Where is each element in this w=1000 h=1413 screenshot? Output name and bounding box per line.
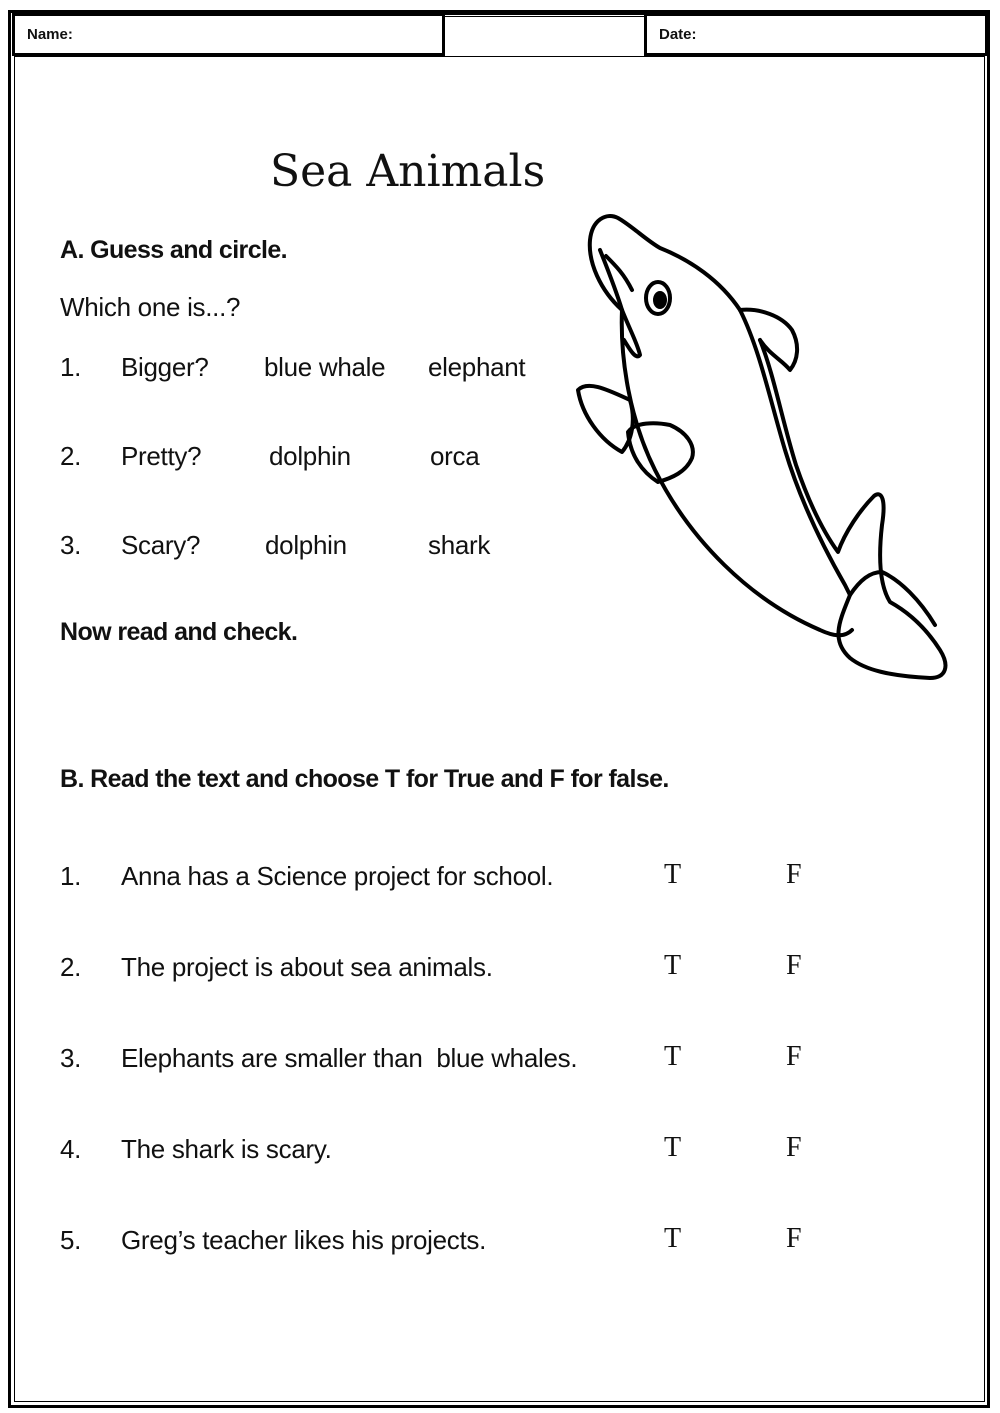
b1-statement: Anna has a Science project for school. [121, 861, 554, 891]
b3-statement: Elephants are smaller than blue whales. [121, 1043, 578, 1073]
b2-number: 2. [60, 952, 82, 982]
a2-number: 2. [60, 441, 82, 471]
section-a-followup: Now read and check. [60, 618, 298, 646]
a1-question: Bigger? [121, 352, 209, 382]
b1-true-option[interactable]: T [664, 859, 682, 890]
a3-option-1[interactable]: dolphin [265, 530, 347, 560]
a2-option-2[interactable]: orca [430, 441, 480, 471]
date-field[interactable] [644, 13, 988, 56]
b4-true-option[interactable]: T [664, 1132, 682, 1163]
b3-true-option[interactable]: T [664, 1041, 682, 1072]
a2-option-1[interactable]: dolphin [269, 441, 351, 471]
a1-option-2[interactable]: elephant [428, 352, 526, 382]
b1-number: 1. [60, 861, 82, 891]
page-title: Sea Animals [270, 146, 546, 197]
b5-number: 5. [60, 1225, 82, 1255]
date-label: Date: [659, 26, 697, 43]
name-label: Name: [27, 26, 73, 43]
a3-question: Scary? [121, 530, 201, 560]
dolphin-illustration-icon [560, 200, 960, 690]
a1-option-1[interactable]: blue whale [264, 352, 386, 382]
a3-number: 3. [60, 530, 82, 560]
b2-statement: The project is about sea animals. [121, 952, 493, 982]
b1-false-option[interactable]: F [786, 859, 802, 890]
section-a-prompt: Which one is...? [60, 292, 241, 322]
b2-false-option[interactable]: F [786, 950, 802, 981]
name-field[interactable] [12, 13, 445, 56]
b4-false-option[interactable]: F [786, 1132, 802, 1163]
b5-true-option[interactable]: T [664, 1223, 682, 1254]
b5-statement: Greg’s teacher likes his projects. [121, 1225, 487, 1255]
b3-number: 3. [60, 1043, 82, 1073]
a2-question: Pretty? [121, 441, 202, 471]
b5-false-option[interactable]: F [786, 1223, 802, 1254]
b3-false-option[interactable]: F [786, 1041, 802, 1072]
b2-true-option[interactable]: T [664, 950, 682, 981]
section-a-heading: A. Guess and circle. [60, 236, 287, 264]
a3-option-2[interactable]: shark [428, 530, 491, 560]
a1-number: 1. [60, 352, 82, 382]
b4-statement: The shark is scary. [121, 1134, 332, 1164]
b4-number: 4. [60, 1134, 82, 1164]
header-divider [445, 13, 644, 17]
section-b-heading: B. Read the text and choose T for True and F for false. [60, 765, 669, 793]
